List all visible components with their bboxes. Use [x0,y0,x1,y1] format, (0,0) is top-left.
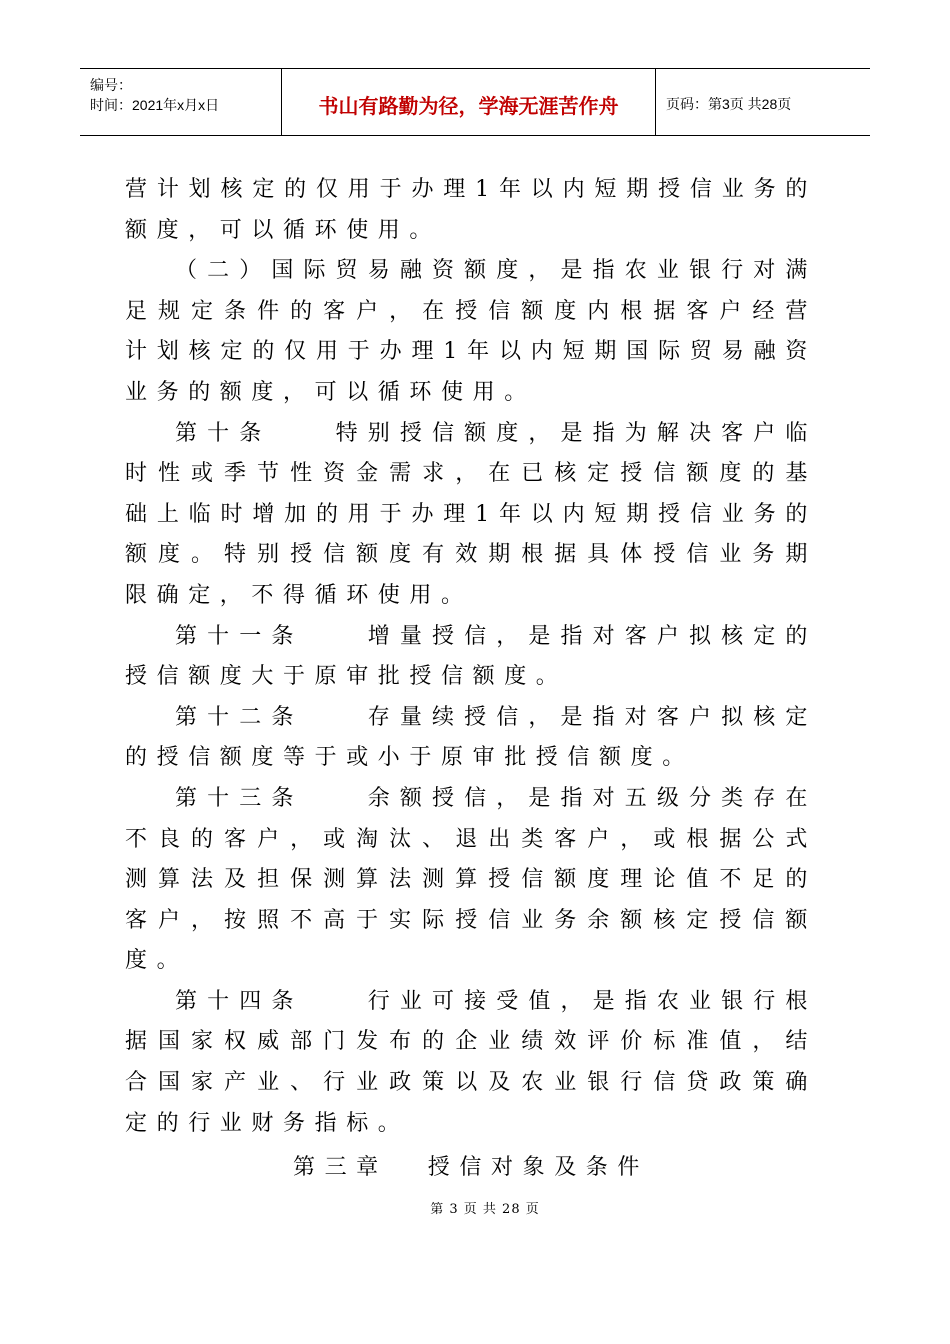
serial-number-label: 编号： [90,77,132,93]
paragraph-article-10: 第十条 特别授信额度，是指为解决客户临时性或季节性资金需求，在已核定授信额度的基础上临时增加的用于办理1年以内短期授信业务的额度。特别授信额度有效期根据具体授信业务期限确定，不得循环使用。 [125,420,817,608]
paragraph-article-13: 第十三条 余额授信，是指对五级分类存在不良的客户，或淘汰、退出类客户，或根据公式测算法及担保测算法测算授信额度理论值不足的客户，按照不高于实际授信业务余额核定授信额度。 [125,785,817,974]
document-body [125,170,817,1144]
date-label: 时间：2021年x月x日 [90,97,220,113]
chapter-title: 授信对象及条件 [427,1155,649,1180]
header-motto: 书山有路勤为径，学海无涯苦作舟 [282,69,656,135]
paragraph-continuation: 营计划核定的仅用于办理1年以内短期授信业务的额度，可以循环使用。 [125,177,817,243]
chapter-heading [125,1150,817,1186]
paragraph-article-12: 第十二条 存量续授信，是指对客户拟核定的授信额度等于或小于原审批授信额度。 [125,704,817,771]
paragraph-article-14: 第十四条 行业可接受值，是指农业银行根据国家权威部门发布的企业绩效评价标准值，结合国家产业、行业政策以及农业银行信贷政策确定的行业财务指标。 [125,988,817,1136]
chapter-number: 第三章 [292,1155,388,1180]
header-meta-cell [80,69,282,135]
paragraph-trade-finance: （二）国际贸易融资额度，是指农业银行对满足规定条件的客户，在授信额度内根据客户经营计划核定的仅用于办理1年以内短期国际贸易融资业务的额度，可以循环使用。 [125,258,817,405]
page-footer: 第 3 页 共 28 页 [430,1202,540,1217]
header-page-info: 页码：第3页 共28页 [666,96,792,112]
paragraph-article-11: 第十一条 增量授信，是指对客户拟核定的授信额度大于原审批授信额度。 [125,623,817,690]
page-header [80,68,870,136]
